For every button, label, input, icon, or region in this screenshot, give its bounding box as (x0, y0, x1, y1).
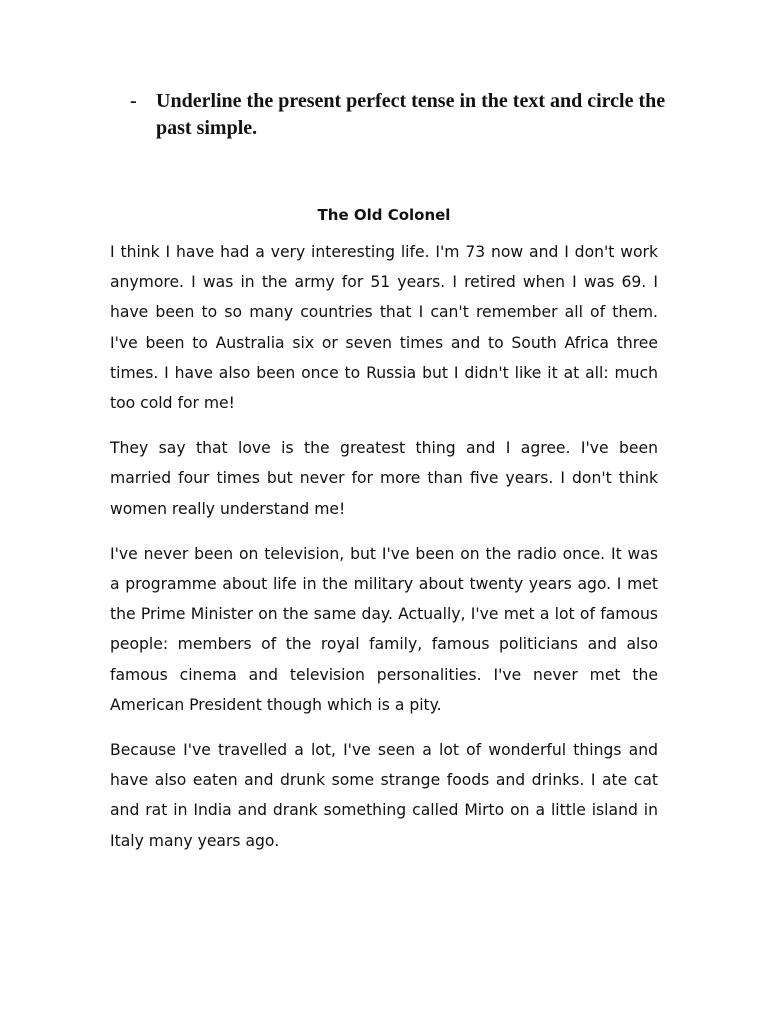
story-body (110, 237, 658, 871)
paragraph-1: I think I have had a very interesting life. I'm 73 now and I don't work anymore. I was in the army for 51 years. I retired when I was 69. I have been to so many countries that I can't remember all of them. I've been to Australia six or seven times and to South Africa three times. I have also been once to Russia but I didn't like it at all: much too cold for me! (110, 243, 658, 413)
bullet-dash: - (130, 90, 137, 112)
paragraph-3: I've never been on television, but I've been on the radio once. It was a programme about life in the military about twenty years ago. I met the Prime Minister on the same day. Actually, I've met a lot of famous people: members of the royal family, famous politicians and also famous cinema and television personalities. I've never met the American President though which is a pity. (110, 544, 658, 714)
paragraph-2: They say that love is the greatest thing and I agree. I've been married four times but never for more than five years. I don't think women really understand me! (110, 439, 658, 518)
exercise-instruction (130, 88, 670, 142)
story-title: The Old Colonel (317, 206, 451, 224)
paragraph-4: Because I've travelled a lot, I've seen a lot of wonderful things and have also eaten and drunk some strange foods and drinks. I ate cat and rat in India and drank something called Mirto on a little island in Italy many years ago. (110, 741, 658, 850)
instruction-text: Underline the present perfect tense in the text and circle the past simple. (156, 90, 666, 139)
